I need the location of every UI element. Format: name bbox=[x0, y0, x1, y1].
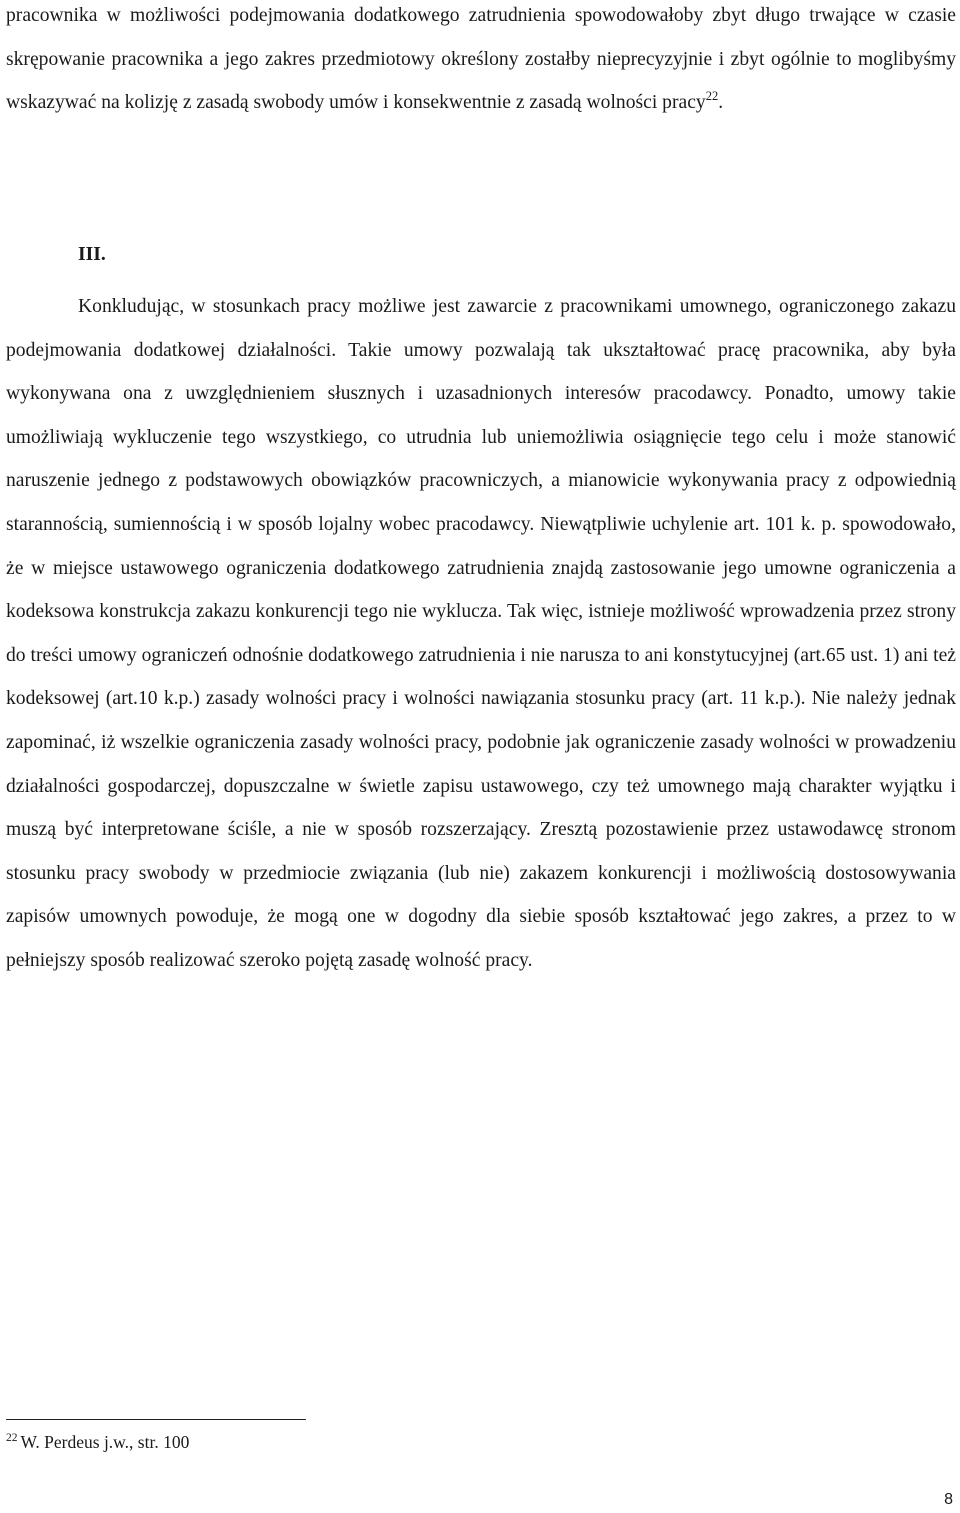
paragraph-continued-end: . bbox=[718, 92, 724, 114]
page-number: 8 bbox=[944, 1491, 953, 1508]
paragraph-conclusion: Konkludując, w stosunkach pracy możliwe jest zawarcie z pracownikami umownego, ograniczonego zakazu podejmowania dodatkowej działalności. Takie umowy pozwalają tak ukształtować pracę pracownika, aby była wykonywana ona z uwzględnieniem słusznych i uzasadnionych interesów pracodawcy. Ponadto, umowy takie umożliwiają wykluczenie tego wszystkiego, co utrudnia lub uniemożliwia osiągnięcie tego celu i może stanowić naruszenie jednego z podstawowych obowiązków pracowniczych, a mianowicie wykonywania pracy z odpowiednią starannością, sumiennością i w sposób lojalny wobec pracodawcy. Niewątpliwie uchylenie art. 101 k. p. spowodowało, że w miejsce ustawowego ograniczenia dodatkowego zatrudnienia znajdą zastosowanie jego umowne ograniczenia a kodeksowa konstrukcja zakazu konkurencji tego nie wyklucza. Tak więc, istnieje możliwość wprowadzenia przez strony do treści umowy ograniczeń odnośnie dodatkowego zatrudnienia i nie narusza to ani konstytucyjnej (art.65 ust. 1) ani też kodeksowej (art.10 k.p.) zasady wolności pracy i wolności nawiązania stosunku pracy (art. 11 k.p.). Nie należy jednak zapominać, iż wszelkie ograniczenia zasady wolności pracy, podobnie jak ograniczenie zasady wolności w prowadzeniu działalności gospodarczej, dopuszczalne w świetle zapisu ustawowego, czy też umownego mają charakter wyjątku i muszą być interpretowane ściśle, a nie w sposób rozszerzający. Zresztą pozostawienie przez ustawodawcę stronom stosunku pracy swobody w przedmiocie związania (lub nie) zakazem konkurencji i możliwością dostosowywania zapisów umownych powoduje, że mogą one w dogodny dla siebie sposób kształtować jego zakres, a przez to w pełniejszy sposób realizować szeroko pojętą zasadę wolność pracy. bbox=[6, 296, 956, 971]
footnote bbox=[6, 1427, 189, 1457]
footnote-text: W. Perdeus j.w., str. 100 bbox=[20, 1432, 190, 1452]
footnote-reference: 22 bbox=[705, 89, 719, 104]
footnote-number: 22 bbox=[6, 1432, 18, 1444]
paragraph-continued-text: pracownika w możliwości podejmowania dodatkowego zatrudnienia spowodowałoby zbyt długo trwające w czasie skrępowanie pracownika a jego zakres przedmiotowy określony zostałby nieprecyzyjnie i zbyt ogólnie to moglibyśmy wskazywać na kolizję z zasadą swobody umów i konsekwentnie z zasadą wolności pracy bbox=[6, 5, 956, 114]
footnote-divider bbox=[6, 1419, 306, 1420]
paragraph-continued bbox=[6, 0, 956, 125]
section-heading: III. bbox=[78, 244, 106, 265]
